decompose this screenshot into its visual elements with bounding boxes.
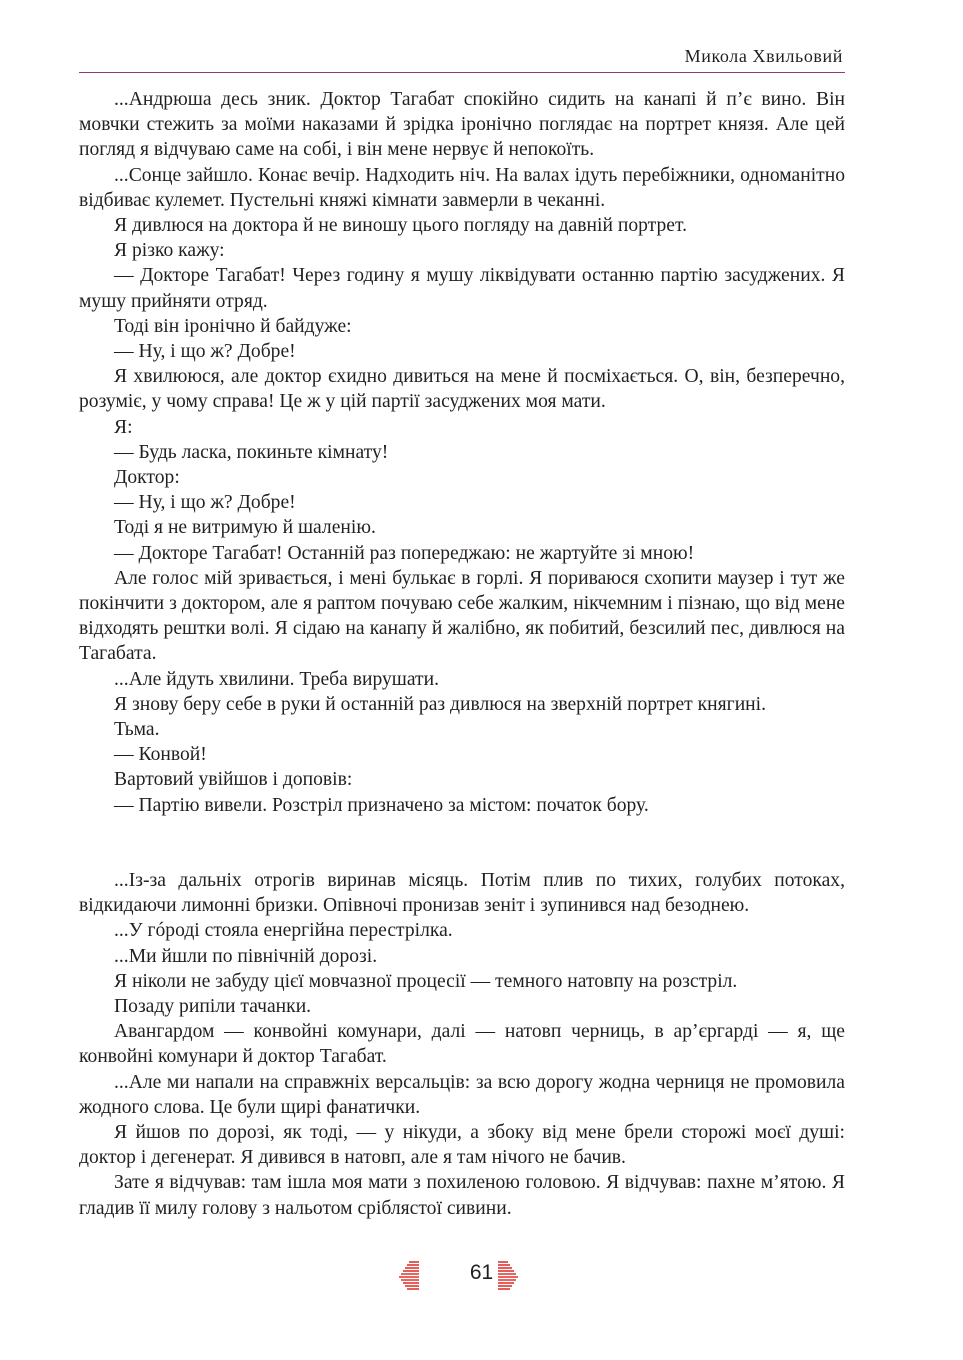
running-header [79,44,845,73]
paragraph: Доктор: [114,467,180,489]
paragraph: ...Сонце зайшло. Конає вечір. Надходить ніч. На валах ідуть перебіжники, одноманітно відбиває кулемет. Пустельні княжі кімнати завмерли в чеканні. [79,164,845,211]
paragraph: — Конвой! [114,744,207,766]
paragraph: Я дивлюся на доктора й не виношу цього погляду на давній портрет. [114,215,687,237]
paragraph: Але голос мій зривається, і мені булькає в горлі. Я пориваюся схопити маузер і тут же покінчити з доктором, але я раптом почуваю себе жалким, нікчемним і пізнаю, що від мене відходять рештки волі. Я сідаю на канапу й жалібно, як побитий, безсилий пес, дивлюся на Тагабата. [79,567,845,665]
paragraph: Авангардом — конвойні комунари, далі — натовп черниць, в ар’єргарді — я, ще конвойні комунари й доктор Тагабат. [79,1021,845,1068]
paragraph: Я знову беру себе в руки й останній раз дивлюся на зверхній портрет княгині. [114,693,767,715]
paragraph: — Партію вивели. Розстріл призначено за містом: початок бору. [114,794,649,816]
paragraph: Я ніколи не забуду цієї мовчазної процесії — темного натовпу на розстріл. [114,970,738,992]
section-break [79,818,845,868]
paragraph: — Докторе Тагабат! Через годину я мушу ліквідувати останню партію засуджених. Я мушу прийняти отряд. [79,265,845,312]
paragraph: Позаду рипіли тачанки. [114,995,312,1017]
header-author: Микола Хвильовий [684,46,843,66]
paragraph: — Ну, і що ж? Добре! [114,341,296,363]
paragraph: Я: [114,416,133,438]
paragraph: Я хвилююся, але доктор єхидно дивиться на мене й посміхається. О, він, безперечно, розуміє, у чому справа! Це ж у цій партії засуджених моя мати. [79,366,845,413]
paragraph: ...Із-за дальніх отрогів виринав місяць. Потім плив по тихих, голубих потоках, відкидаючи лимонні бризки. Опівночі пронизав зеніт і зупинився над безоднею. [79,869,845,917]
page-footer [0,1258,963,1294]
paragraph: — Будь ласка, покиньте кімнату! [114,441,389,463]
paragraph: Вартовий увійшов і доповів: [114,769,353,791]
paragraph: Зате я відчував: там ішла моя мати з похиленою головою. Я відчував: пахне м’ятою. Я гладив її милу голову з нальотом сріблястої сивини. [79,1172,845,1219]
right-ornament-stripes [498,1262,518,1289]
body-text [79,87,845,1221]
paragraph: — Докторе Тагабат! Останній раз попереджаю: не жартуйте зі мною! [114,542,695,564]
paragraph: Тоді я не витримую й шаленію. [114,517,376,539]
paragraph: Я різко кажу: [114,240,225,262]
paragraph: ...Ми йшли по північній дорозі. [114,945,378,967]
paragraph: Тьма. [114,719,160,741]
page-number: 61 [469,1261,494,1284]
paragraph: ...Але йдуть хвилини. Треба вирушати. [114,668,440,690]
striped-arrow-right-icon [497,1260,519,1292]
paragraph: ...Андрюша десь зник. Доктор Тагабат спокійно сидить на канапі й п’є вино. Він мовчки стежить за моїми наказами й зрідка іронічно поглядає на портрет князя. Але цей погляд я відчуваю саме на собі, і він мене нервує й непокоїть. [79,89,845,161]
paragraph: Тоді він іронічно й байдуже: [114,315,352,337]
paragraph: Я йшов по дорозі, як тоді, — у нікуди, а збоку від мене брели сторожі моєї душі: доктор і дегенерат. Я дивився в натовп, але я там нічого не бачив. [79,1121,845,1169]
paragraph: ...У гóроді стояла енергійна перестрілка. [114,920,453,942]
paragraph: — Ну, і що ж? Добре! [114,492,296,514]
paragraph: ...Але ми напали на справжніх версальців: за всю дорогу жодна черниця не промовила жодного слова. Це були щирі фанатички. [79,1071,845,1118]
